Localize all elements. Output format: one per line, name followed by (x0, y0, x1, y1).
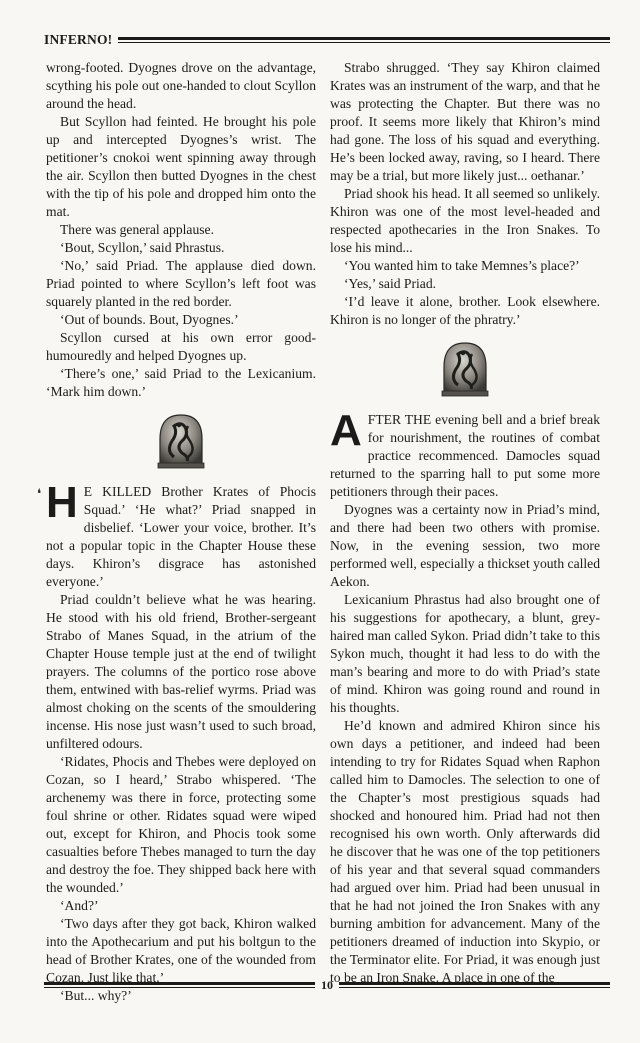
paragraph: Scyllon cursed at his own error good-humouredly and helped Dyognes up. (46, 330, 316, 363)
page-footer (44, 978, 610, 992)
iron-snakes-helmet-icon (152, 411, 210, 471)
section-opening (330, 406, 600, 501)
paragraph: Lexicanium Phrastus had also brought one of his suggestions for apothecary, a blunt, grey-haired man called Sykon. Priad didn’t take to this Sykon much, thought it had less to do with the man’s bearing and more to do with Priad’s state of mind. Khiron was going round and round in his thoughts. (330, 592, 600, 715)
paragraph: ‘No,’ said Priad. The applause died down. Priad pointed to where Scyllon’s left foot was squarely planted in the red border. (46, 258, 316, 309)
page-number: 10 (321, 977, 333, 992)
paragraph: ‘Out of bounds. Bout, Dyognes.’ (60, 312, 239, 327)
paragraph: FTER THE evening bell and a brief break for nourishment, the routines of combat practice recommenced. Damocles squad returned to the sparring hall to put some more petitioners through their paces. (330, 412, 600, 499)
footer-rule-right (339, 982, 610, 988)
footer-rule-left (44, 982, 315, 988)
paragraph: He’d known and admired Khiron since his own days a petitioner, and indeed had been intending to try for Ridates Squad when Raphon called him to Damocles. The selection to one of the Chapter’s most prestigious squads had shocked and honoured him. Priad had not then recognised his own worth. Only afterwards did he discover that he was one of the top petitioners of his year and that several squad commanders had argued over him. Priad had been unusual in that he had not joined the Iron Snakes with any burning ambition for advancement. Many of the petitioners dreamed of induction into Skypio, or the Terminator elite. For Priad, it was enough just to be an Iron Snake. A place in one of the (330, 718, 600, 985)
paragraph: ‘Yes,’ said Priad. (344, 276, 437, 291)
paragraph: ‘But... why?’ (60, 988, 132, 1003)
paragraph: ‘And?’ (60, 898, 99, 913)
iron-snakes-helmet-icon (436, 339, 494, 399)
paragraph: Priad shook his head. It all seemed so unlikely. Khiron was one of the most level-headed and respected apothecaries in the Iron Snakes. To lose his mind... (330, 186, 600, 255)
running-header (44, 32, 610, 48)
header-rule (118, 37, 610, 43)
paragraph: E KILLED Brother Krates of Phocis Squad.’ ‘He what?’ Priad snapped in disbelief. ‘Lower your voice, brother. It’s not a popular topic in the Chapter House these days. Khiron’s disgrace has astonished everyone.’ (46, 484, 316, 589)
paragraph: Priad couldn’t believe what he was hearing. He stood with his old friend, Brother-sergeant Strabo of Manes Squad, in the atrium of the Chapter House temple just at the end of twilight prayers. The columns of the portico rose above them, entwined with bas-relief wyrms. Priad was almost choking on the scents of the smouldering incense. His nose just wasn’t used to such broad, unfiltered odours. (46, 592, 316, 751)
fleuron-icon: ❛ (37, 486, 42, 501)
paragraph: But Scyllon had feinted. He brought his pole up and intercepted Dyognes’s wrist. The petitioner’s cnokoi went spinning away through the air. Scyllon then butted Dyognes in the chest with the tip of his pole and dropped him onto the mat. (46, 114, 316, 219)
paragraph: ‘Two days after they got back, Khiron walked into the Apothecarium and put his boltgun to the head of Brother Krates, one of the wounded from Cozan. Just like that.’ (46, 916, 316, 985)
paragraph: ‘I’d leave it alone, brother. Look elsewhere. Khiron is no longer of the phratry.’ (330, 294, 600, 327)
paragraph: Strabo shrugged. ‘They say Khiron claimed Krates was an instrument of the warp, and that he was protecting the Chapter. But there was no proof. It seems more likely that Khiron’s mind had gone. The loss of his squad and everything. He’s been locked away, raving, so I heard. There may be a trial, but more likely just... oethanar.’ (330, 60, 600, 183)
drop-cap: A (330, 406, 362, 455)
paragraph: There was general applause. (60, 222, 214, 237)
book-title: INFERNO! (44, 32, 113, 47)
paragraph: Dyognes was a certainty now in Priad’s mind, and there had been two others with promise. Now, in the evening session, two more performed well, especially a thickset youth called Aekon. (330, 502, 600, 589)
paragraph: wrong-footed. Dyognes drove on the advantage, scything his pole out one-handed to clout Scyllon around the head. (46, 60, 316, 111)
section-opening (37, 478, 316, 591)
paragraph: ‘Ridates, Phocis and Thebes were deployed on Cozan, so I heard,’ Strabo whispered. ‘The archenemy was there in force, protecting some foul shrine or other. Ridates squad were wiped out, except for Khiron, and Phocis took some casualties before Thebes managed to turn the day and destroy the foe. They shipped back here with the wounded.’ (46, 754, 316, 895)
paragraph: ‘Bout, Scyllon,’ said Phrastus. (60, 240, 225, 255)
paragraph: ‘There’s one,’ said Priad to the Lexicanium. ‘Mark him down.’ (46, 366, 316, 399)
left-column (37, 59, 316, 1005)
paragraph: ‘You wanted him to take Memnes’s place?’ (344, 258, 580, 273)
drop-cap: H (46, 478, 78, 527)
right-column (330, 59, 600, 987)
